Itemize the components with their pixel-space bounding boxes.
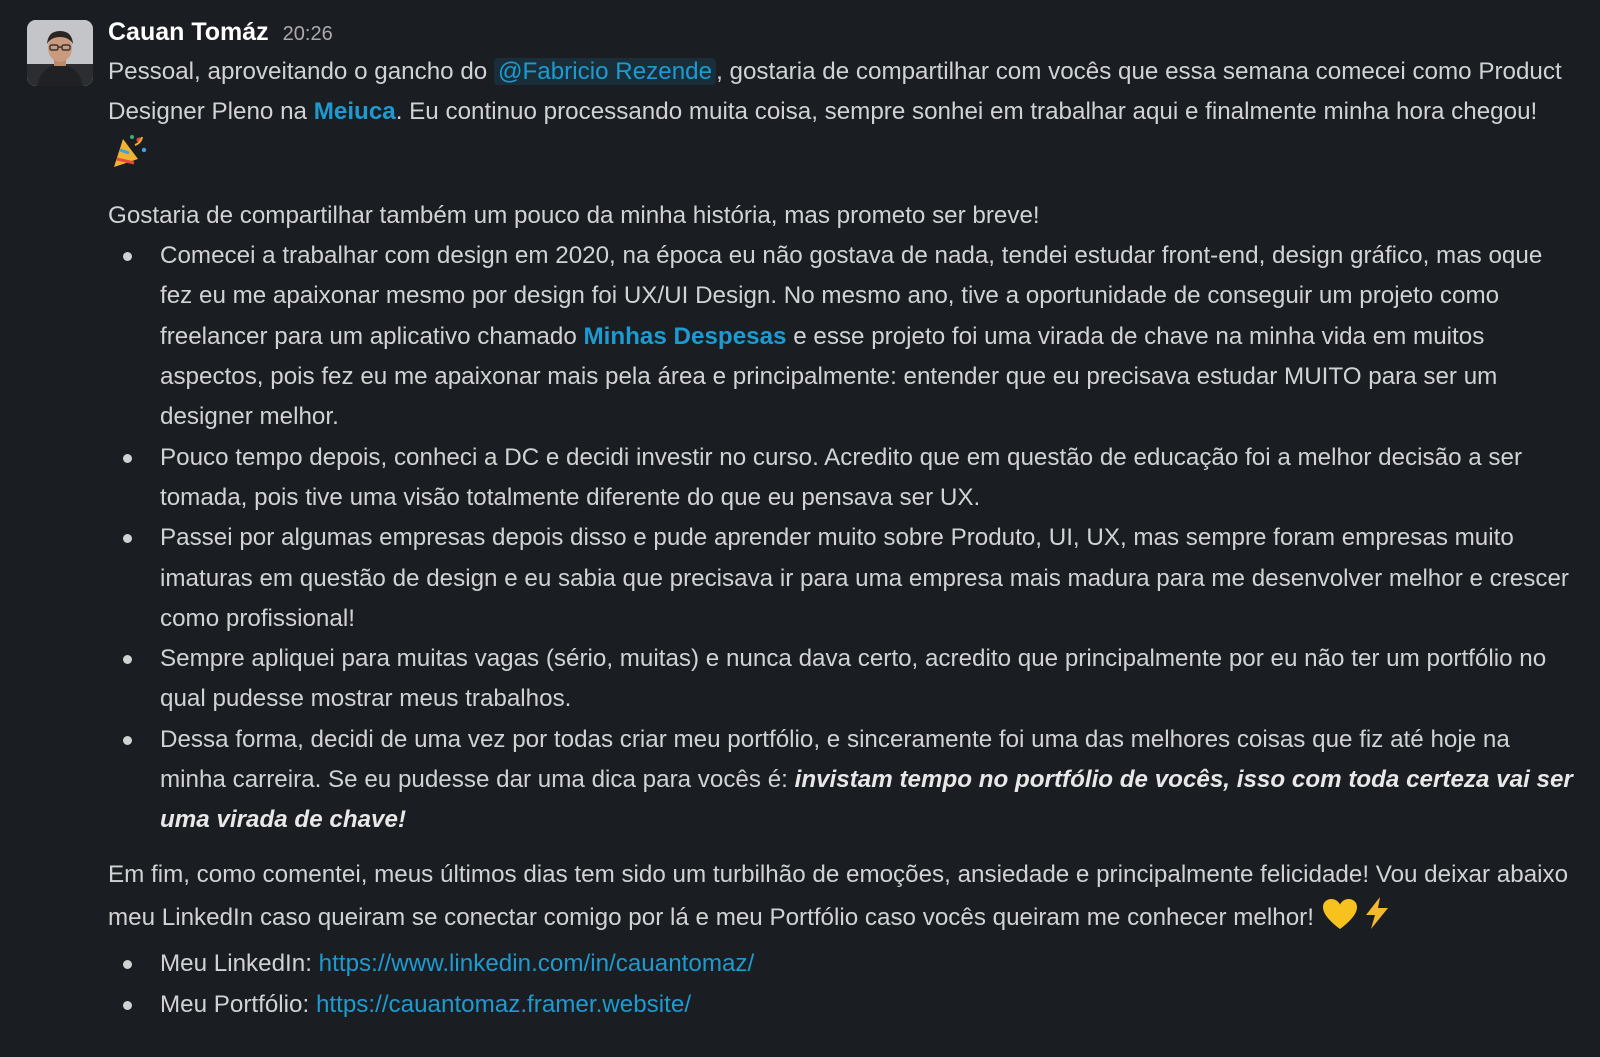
links-list xyxy=(108,944,1580,1025)
portfolio-label: Meu Portfólio: xyxy=(160,990,316,1018)
linkedin-link[interactable]: https://www.linkedin.com/in/cauantomaz/ xyxy=(318,950,755,978)
closing-paragraph xyxy=(108,855,1580,945)
message-header xyxy=(108,18,1580,52)
minhas-despesas-link[interactable]: Minhas Despesas xyxy=(583,322,787,350)
user-avatar-image xyxy=(27,20,93,86)
history-list xyxy=(108,236,1580,840)
list-item xyxy=(108,985,1580,1025)
list-item: Sempre apliquei para muitas vagas (sério, muitas) e nunca dava certo, acredito que principalmente por eu não ter um portfólio no qual pudesse mostrar meus trabalhos. xyxy=(108,639,1580,720)
message-body xyxy=(108,52,1580,1025)
timestamp[interactable]: 20:26 xyxy=(282,23,333,45)
bullet-1-text-a: Comecei a trabalhar com design em 2020, na época eu não gostava de nada, tendei estudar front-end, design gráfico, mas oque fez eu me apaixonar mesmo por design foi UX/UI Design. No mesmo ano, tive a oportunidade de conseguir um projeto como freelancer para um aplicativo chamado xyxy=(160,242,1543,350)
list-item: Pouco tempo depois, conheci a DC e decidi investir no curso. Acredito que em questão de educação foi a melhor decisão a ser tomada, pois tive uma visão totalmente diferente do que eu pensava ser UX. xyxy=(108,438,1580,519)
list-item: Passei por algumas empresas depois disso e pude aprender muito sobre Produto, UI, UX, mas sempre foram empresas muito imaturas em questão de design e eu sabia que precisava ir para uma empresa mais madura para me desenvolver melhor e crescer como profissional! xyxy=(108,518,1580,639)
history-intro: Gostaria de compartilhar também um pouco da minha história, mas prometo ser breve! xyxy=(108,201,1040,229)
mention-fabricio[interactable]: @Fabricio Rezende xyxy=(494,58,716,85)
bullet-1-text-b: e esse projeto foi uma virada de chave na minha vida em muitos aspectos, pois fez eu me apaixonar mais pela área e principalmente: entender que eu precisava estudar MUITO para ser um designer melhor. xyxy=(160,322,1498,431)
author-name[interactable]: Cauan Tomáz xyxy=(108,18,269,46)
avatar[interactable] xyxy=(27,20,93,86)
list-item xyxy=(108,236,1580,437)
intro-paragraph xyxy=(108,52,1580,182)
high-voltage-icon xyxy=(1359,895,1395,944)
portfolio-link[interactable]: https://cauantomaz.framer.website/ xyxy=(315,990,692,1018)
closing-text: Em fim, como comentei, meus últimos dias tem sido um turbilhão de emoções, ansiedade e principalmente felicidade! Vou deixar abaixo meu LinkedIn caso queiram se conectar comigo por lá e meu Portfólio caso vocês queiram me conhecer melhor! xyxy=(108,860,1569,931)
bullet-5-emphasis: invistam tempo no portfólio de vocês, isso com toda certeza vai ser uma virada de chave! xyxy=(160,766,1573,834)
intro-text-2: , gostaria de compartilhar com vocês que essa semana comecei como Product Designer Pleno na xyxy=(108,58,1562,126)
linkedin-label: Meu LinkedIn: xyxy=(160,950,319,978)
company-link[interactable]: Meiuca xyxy=(313,98,396,126)
intro-text-1: Pessoal, aproveitando o gancho do xyxy=(108,58,494,85)
list-item xyxy=(108,720,1580,841)
intro-text-3: . Eu continuo processando muita coisa, sempre sonhei em trabalhar aqui e finalmente minha hora chegou! xyxy=(395,98,1538,126)
yellow-heart-icon xyxy=(1321,897,1359,944)
party-popper-icon xyxy=(108,133,148,182)
bullet-5-text: Dessa forma, decidi de uma vez por todas criar meu portfólio, e sinceramente foi uma das melhores coisas que fiz até hoje na minha carreira. Se eu pudesse dar uma dica para vocês é: xyxy=(160,725,1510,794)
list-item xyxy=(108,944,1580,984)
